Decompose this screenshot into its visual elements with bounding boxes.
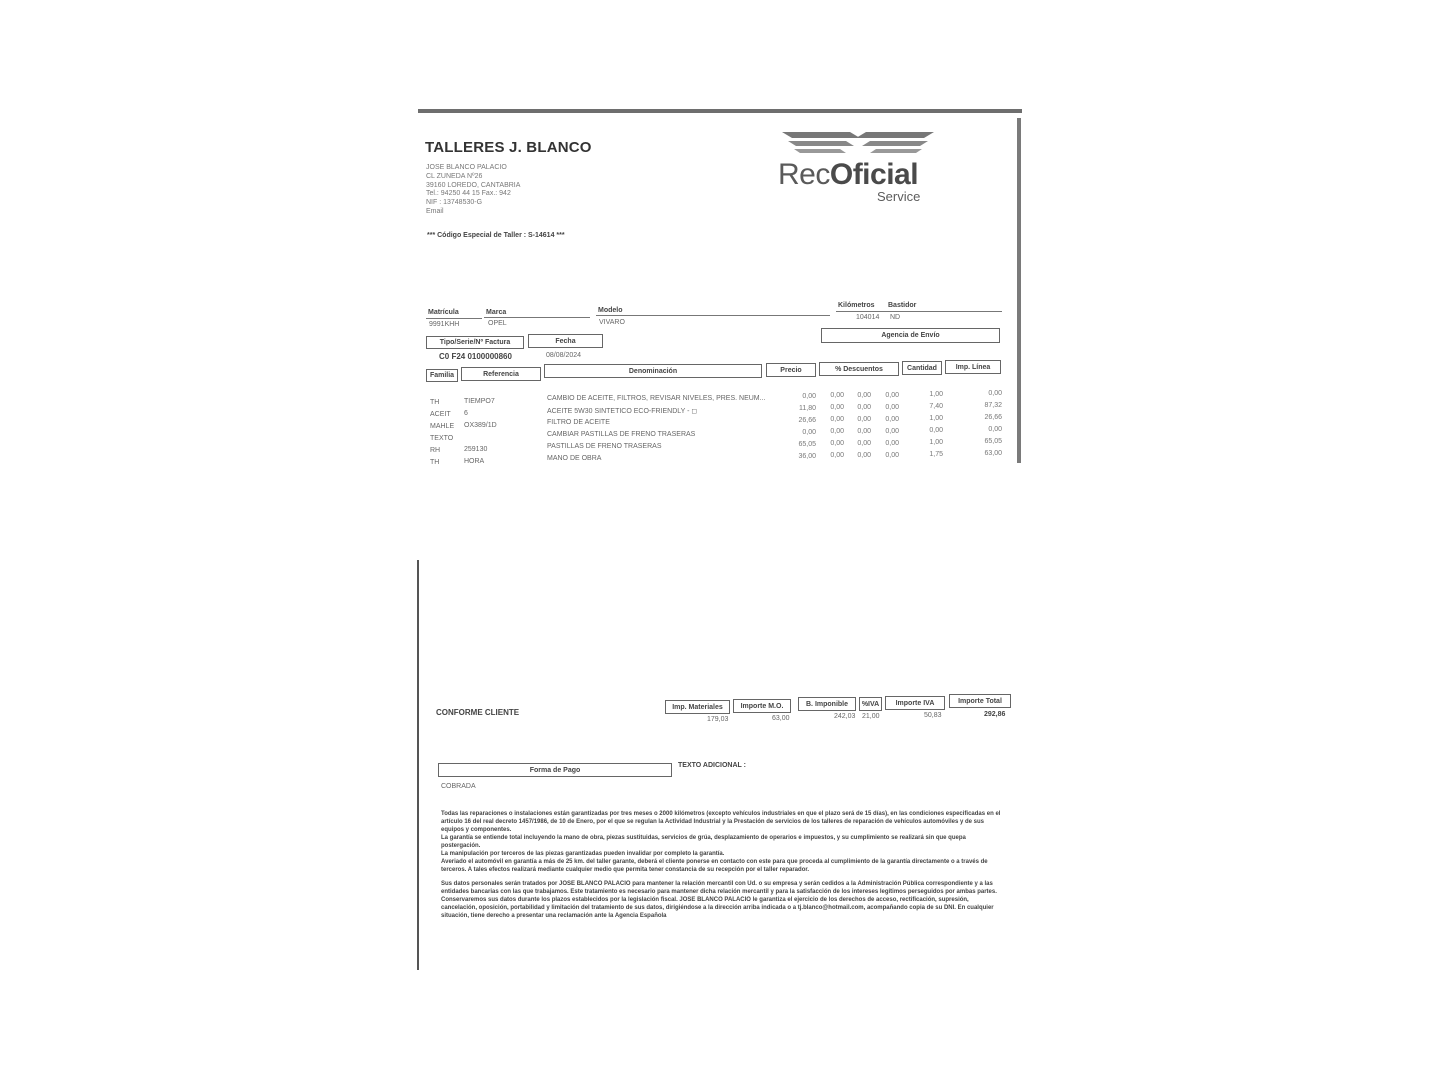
row-precio: 36,00 xyxy=(798,453,816,460)
invoice-number: C0 F24 0100000860 xyxy=(439,352,512,361)
row-descuento: 0,00 xyxy=(830,416,844,423)
modelo-value: VIVARO xyxy=(599,319,625,326)
row-referencia: HORA xyxy=(464,458,485,465)
legal-paragraph: Sus datos personales serán tratados por JOSE BLANCO PALACIO para mantener la relación mercantil con Ud. o su empresa y serán cedidos a la Administración Pública correspondiente y a las entidades bancarias con las que trabajamos. Este tratamiento es necesario para mantener dicha relación mercantil y para la satisfacción de los intereses legítimos perseguidos por ambas partes. Conservaremos sus datos durante los plazos establecidos por la legislación fiscal. JOSE BLANCO PALACIO le garantiza el ejercicio de los derechos de acceso, rectificación, supresión, cancelación, oposición, portabilidad y limitación del tratamiento de sus datos, dirigiéndose a la dirección arriba indicada o a tj.blanco@hotmail.com, acompañando copia de su DNI. En cualquier situación, tiene derecho a presentar una reclamación ante la Agencia Española xyxy=(441,881,997,919)
texto-adicional-label: TEXTO ADICIONAL : xyxy=(678,762,746,769)
col-precio: Precio xyxy=(766,363,816,377)
legal-paragraph: Todas las reparaciones o instalaciones están garantizadas por tres meses o 2000 kilómetros (excepto vehículos industriales en que el plazo será de 15 días), en las condiciones especificadas en el artículo 16 del real decreto 1457/1986, de 10 de Enero, por el que se regulan la Actividad Industrial y la Prestación de servicios de los talleres de reparación de vehículos automóviles y de sus equipos y componentes. xyxy=(441,811,1001,833)
fecha-header: Fecha xyxy=(528,334,603,348)
porcentaje-iva-header: %IVA xyxy=(859,697,882,711)
top-border xyxy=(418,109,1022,113)
marca-value: OPEL xyxy=(488,320,507,327)
importe-total-header: Importe Total xyxy=(949,694,1011,708)
col-familia: Familia xyxy=(426,369,458,382)
row-cantidad: 1,00 xyxy=(929,415,943,422)
address-line: NIF : 13748530-G xyxy=(426,199,483,206)
row-importe: 0,00 xyxy=(988,390,1002,397)
row-denominacion: MANO DE OBRA xyxy=(547,455,602,462)
row-familia: RH xyxy=(430,447,441,454)
left-border xyxy=(417,560,419,970)
row-descuento: 0,00 xyxy=(885,416,899,423)
base-imponible-value: 242,03 xyxy=(834,713,856,720)
logo-wordmark: RecOficial xyxy=(778,158,919,191)
row-descuento: 0,00 xyxy=(830,392,844,399)
matricula-value: 9991KHH xyxy=(429,321,460,328)
recoficial-logo-icon xyxy=(778,130,938,154)
row-familia: TH xyxy=(430,399,440,406)
imp-materiales-header: Imp. Materiales xyxy=(665,700,730,714)
marca-label: Marca xyxy=(486,309,507,316)
importe-total-value: 292,86 xyxy=(984,711,1006,718)
row-importe: 0,00 xyxy=(988,426,1002,433)
row-precio: 0,00 xyxy=(802,393,816,400)
row-importe: 26,66 xyxy=(984,414,1002,421)
forma-pago-value: COBRADA xyxy=(441,783,476,790)
special-code: *** Código Especial de Taller : S-14614 *** xyxy=(427,232,565,239)
col-importe-linea: Imp. Línea xyxy=(945,360,1001,374)
row-descuento: 0,00 xyxy=(885,392,899,399)
kilometros-value: 104014 xyxy=(856,314,880,321)
base-imponible-header: B. Imponible xyxy=(798,697,856,711)
row-descuento: 0,00 xyxy=(857,392,871,399)
address-line: Tel.: 94250 44 15 Fax.: 942 xyxy=(426,190,511,197)
row-denominacion: FILTRO DE ACEITE xyxy=(547,419,610,426)
row-familia: TH xyxy=(430,459,440,466)
tipo-factura-header: Tipo/Serie/Nº Factura xyxy=(426,336,524,349)
row-importe: 65,05 xyxy=(984,438,1002,445)
row-descuento: 0,00 xyxy=(885,428,899,435)
row-importe: 63,00 xyxy=(984,450,1002,457)
row-descuento: 0,00 xyxy=(857,404,871,411)
row-denominacion: ACEITE 5W30 SINTETICO ECO-FRIENDLY - ◻ xyxy=(547,408,698,415)
importe-iva-header: Importe IVA xyxy=(885,696,945,710)
row-cantidad: 7,40 xyxy=(929,403,943,410)
bastidor-value: ND xyxy=(890,314,901,321)
row-cantidad: 1,75 xyxy=(929,451,943,458)
row-familia: TEXTO xyxy=(430,435,454,442)
legal-paragraph: La manipulación por terceros de las piezas garantizadas pueden invalidar por completo la garantía. xyxy=(441,851,725,857)
divider xyxy=(484,317,590,318)
address-line: 39160 LOREDO, CANTABRIA xyxy=(426,182,521,189)
imp-materiales-value: 179,03 xyxy=(707,716,729,723)
row-cantidad: 0,00 xyxy=(929,427,943,434)
row-referencia: 259130 xyxy=(464,446,488,453)
row-descuento: 0,00 xyxy=(885,440,899,447)
row-descuento: 0,00 xyxy=(857,428,871,435)
conforme-cliente: CONFORME CLIENTE xyxy=(436,708,520,717)
matricula-label: Matrícula xyxy=(428,309,459,316)
porcentaje-iva-value: 21,00 xyxy=(862,713,880,720)
row-referencia: 6 xyxy=(464,410,468,417)
forma-pago-header: Forma de Pago xyxy=(438,763,672,777)
row-precio: 11,80 xyxy=(799,405,816,412)
right-border xyxy=(1017,118,1021,463)
divider xyxy=(836,311,1002,312)
row-descuento: 0,00 xyxy=(857,452,871,459)
company-name: TALLERES J. BLANCO xyxy=(425,139,592,156)
legal-paragraph: La garantía se entiende total incluyendo la mano de obra, piezas sustituidas, servicios de grúa, desplazamiento de operarios e impuestos, y su cumplimiento se realizará sin que quepa postergación. xyxy=(441,835,966,849)
address-line: JOSE BLANCO PALACIO xyxy=(426,164,507,171)
row-descuento: 0,00 xyxy=(830,440,844,447)
row-precio: 26,66 xyxy=(798,417,816,424)
divider xyxy=(426,318,482,319)
col-denominacion: Denominación xyxy=(544,364,762,378)
row-descuento: 0,00 xyxy=(857,440,871,447)
row-referencia: OX389/1D xyxy=(464,422,497,429)
col-cantidad: Cantidad xyxy=(902,361,942,375)
bastidor-label: Bastidor xyxy=(888,302,917,309)
modelo-label: Modelo xyxy=(598,307,623,314)
row-denominacion: CAMBIAR PASTILLAS DE FRENO TRASERAS xyxy=(547,431,696,438)
legal-paragraph: Averiado el automóvil en garantía a más de 25 km. del taller garante, deberá el cliente ponerse en contacto con este para que proceda al cumplimiento de la garantía directamente o a través de terceros. A tales efectos realizará mediante cualquier medio que permita tener constancia de su recepción por el taller reparador. xyxy=(441,859,988,873)
row-precio: 0,00 xyxy=(802,429,816,436)
row-familia: ACEIT xyxy=(430,411,451,418)
row-cantidad: 1,00 xyxy=(929,439,943,446)
agencia-envio-header: Agencia de Envío xyxy=(821,328,1000,343)
row-precio: 65,05 xyxy=(798,441,816,448)
row-familia: MAHLE xyxy=(430,423,455,430)
row-referencia: TIEMPO7 xyxy=(464,398,495,405)
divider xyxy=(596,315,830,316)
address-line: CL ZUNEDA Nº26 xyxy=(426,173,483,180)
col-descuentos: % Descuentos xyxy=(819,362,899,376)
row-cantidad: 1,00 xyxy=(929,391,943,398)
importe-mo-header: Importe M.O. xyxy=(733,699,791,713)
importe-mo-value: 63,00 xyxy=(772,715,790,722)
row-descuento: 0,00 xyxy=(830,428,844,435)
legal-warranty-text xyxy=(441,810,1001,874)
address-line: Email xyxy=(426,208,444,215)
legal-privacy-text xyxy=(441,880,1001,920)
invoice-date: 08/08/2024 xyxy=(546,352,582,359)
col-referencia: Referencia xyxy=(461,367,541,381)
logo-service: Service xyxy=(877,189,921,204)
row-importe: 87,32 xyxy=(984,402,1002,409)
row-descuento: 0,00 xyxy=(830,452,844,459)
row-descuento: 0,00 xyxy=(885,404,899,411)
row-descuento: 0,00 xyxy=(830,404,844,411)
row-descuento: 0,00 xyxy=(857,416,871,423)
row-denominacion: CAMBIO DE ACEITE, FILTROS, REVISAR NIVELES, PRES. NEUM... xyxy=(547,395,766,402)
row-descuento: 0,00 xyxy=(885,452,899,459)
kilometros-label: Kilómetros xyxy=(838,302,875,309)
row-denominacion: PASTILLAS DE FRENO TRASERAS xyxy=(547,443,662,450)
importe-iva-value: 50,83 xyxy=(924,712,942,719)
